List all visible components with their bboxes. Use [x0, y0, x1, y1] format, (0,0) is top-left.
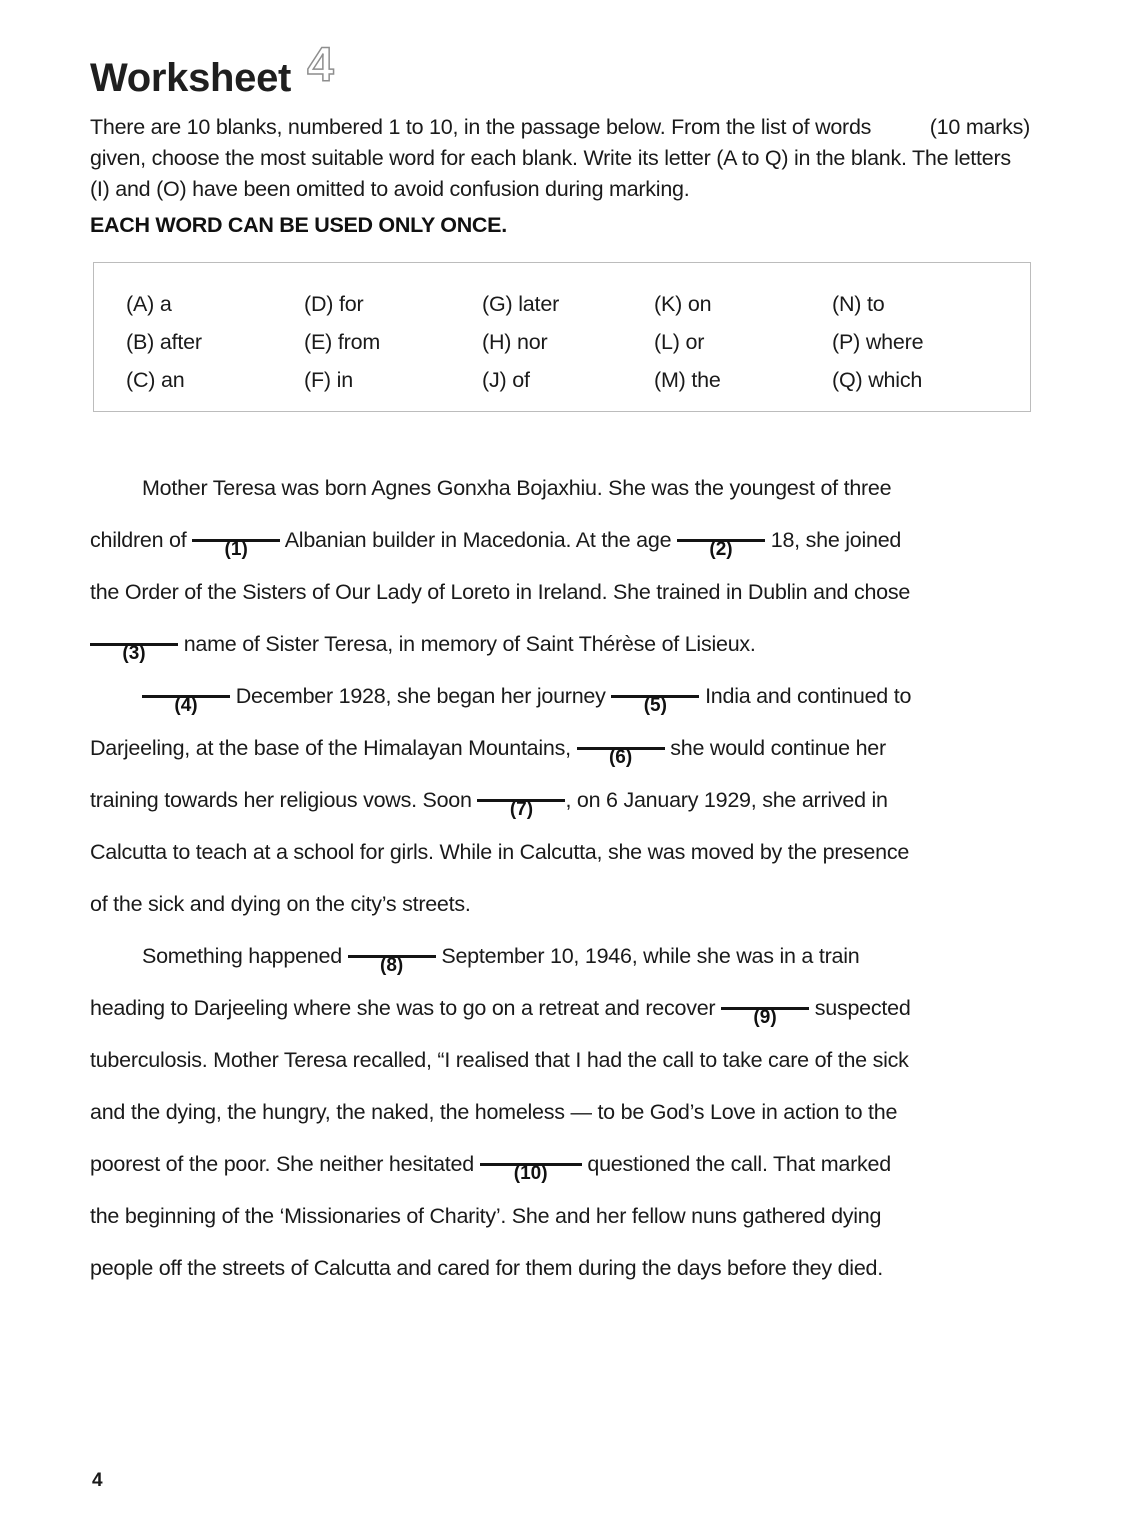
passage-text: , on 6 January 1929, she arrived in — [565, 788, 888, 812]
blank-number: (1) — [224, 539, 248, 560]
word-bank-option: (D) for — [304, 292, 364, 316]
passage-line — [90, 1086, 1035, 1138]
passage-line — [90, 1242, 1035, 1294]
marks-label: (10 marks) — [929, 115, 1030, 139]
passage-text: poorest of the poor. She neither hesitated — [90, 1152, 480, 1176]
word-bank-grid — [126, 285, 1030, 399]
blank-number: (8) — [380, 955, 404, 976]
blank-number: (5) — [643, 695, 667, 716]
word-bank-option: (A) a — [126, 292, 172, 316]
answer-blank[interactable] — [480, 1138, 582, 1184]
page-number: 4 — [92, 1470, 103, 1491]
blank-number: (3) — [122, 643, 146, 664]
passage-text: and the dying, the hungry, the naked, the homeless — to be God’s Love in action to the — [90, 1100, 898, 1124]
word-bank-option: (C) an — [126, 368, 185, 392]
instructions-text: There are 10 blanks, numbered 1 to 10, in the passage below. From the list of words given, choose the most suitable word for each blank. Write its letter (A to Q) in the blank. The letters (I) and (O) have been omitted to avoid confusion during marking. — [90, 115, 1011, 201]
passage-text: questioned the call. That marked — [581, 1152, 891, 1176]
blank-number: (6) — [608, 747, 633, 768]
word-bank-option: (P) where — [832, 330, 924, 354]
passage-line — [90, 878, 1035, 930]
passage-line — [90, 514, 1035, 566]
word-bank-option: (Q) which — [832, 368, 923, 392]
answer-blank[interactable] — [677, 514, 765, 560]
passage-text: training towards her religious vows. Soon — [90, 788, 478, 812]
instructions-block — [90, 112, 1030, 205]
page-title: Worksheet — [90, 56, 292, 100]
passage-line — [90, 462, 1035, 514]
blank-number: (2) — [709, 539, 733, 560]
passage-text: tuberculosis. Mother Teresa recalled, “I realised that I had the call to take care of the sick — [90, 1048, 909, 1072]
word-bank-option: (F) in — [304, 368, 353, 392]
passage-line — [90, 618, 1035, 670]
passage-line — [90, 1190, 1035, 1242]
worksheet-number: 4 — [307, 39, 334, 92]
passage-line — [90, 670, 1035, 722]
answer-blank[interactable] — [192, 514, 280, 560]
passage-text: Darjeeling, at the base of the Himalayan Mountains, — [90, 736, 577, 760]
passage-line — [90, 982, 1035, 1034]
passage-line — [90, 930, 1035, 982]
passage-line — [90, 1138, 1035, 1190]
passage-line — [90, 774, 1035, 826]
blank-number: (9) — [753, 1007, 777, 1028]
word-bank-option: (B) after — [126, 330, 202, 354]
word-bank-option: (L) or — [654, 330, 705, 354]
word-bank-option: (N) to — [832, 292, 885, 316]
passage-line — [90, 826, 1035, 878]
passage-text: the Order of the Sisters of Our Lady of Loreto in Ireland. She trained in Dublin and chose — [90, 580, 911, 604]
word-bank-option: (M) the — [654, 368, 721, 392]
page-header — [90, 36, 334, 98]
blank-number: (4) — [174, 695, 198, 716]
word-bank-option: (J) of — [482, 368, 530, 392]
passage-text: the beginning of the ‘Missionaries of Charity’. She and her fellow nuns gathered dying — [90, 1204, 882, 1228]
passage-line — [90, 1034, 1035, 1086]
passage-text: heading to Darjeeling where she was to go on a retreat and recover — [90, 996, 722, 1020]
passage-text: 18, she joined — [765, 528, 902, 552]
passage-text: name of Sister Teresa, in memory of Saint Thérèse of Lisieux. — [178, 632, 756, 656]
passage-text: Something happened — [142, 944, 348, 968]
answer-blank[interactable] — [348, 930, 436, 976]
answer-blank[interactable] — [90, 618, 178, 664]
passage-text: December 1928, she began her journey — [230, 684, 612, 708]
passage-line — [90, 722, 1035, 774]
passage-text: suspected — [809, 996, 911, 1020]
word-bank-option: (H) nor — [482, 330, 548, 354]
passage-text: of the sick and dying on the city’s streets. — [90, 892, 471, 916]
passage-text: Albanian builder in Macedonia. At the age — [280, 528, 678, 552]
blank-number: (7) — [509, 799, 534, 820]
word-bank-box — [93, 262, 1031, 412]
passage-line — [90, 566, 1035, 618]
passage-text: people off the streets of Calcutta and cared for them during the days before they died. — [90, 1256, 883, 1280]
answer-blank[interactable] — [721, 982, 809, 1028]
word-bank-option: (G) later — [482, 292, 560, 316]
passage-text: Calcutta to teach at a school for girls. While in Calcutta, she was moved by the presence — [90, 840, 910, 864]
passage-text: India and continued to — [699, 684, 912, 708]
answer-blank[interactable] — [611, 670, 699, 716]
word-bank-option: (E) from — [304, 330, 381, 354]
passage-body — [90, 462, 1035, 1294]
each-word-once-notice: EACH WORD CAN BE USED ONLY ONCE. — [90, 213, 507, 237]
answer-blank[interactable] — [142, 670, 230, 716]
passage-text: September 10, 1946, while she was in a train — [435, 944, 860, 968]
answer-blank[interactable] — [477, 774, 565, 820]
passage-text: children of — [90, 528, 193, 552]
passage-text: she would continue her — [664, 736, 886, 760]
passage-text: Mother Teresa was born Agnes Gonxha Bojaxhiu. She was the youngest of three — [142, 476, 892, 500]
answer-blank[interactable] — [577, 722, 665, 768]
blank-number: (10) — [513, 1163, 548, 1184]
word-bank-option: (K) on — [654, 292, 712, 316]
